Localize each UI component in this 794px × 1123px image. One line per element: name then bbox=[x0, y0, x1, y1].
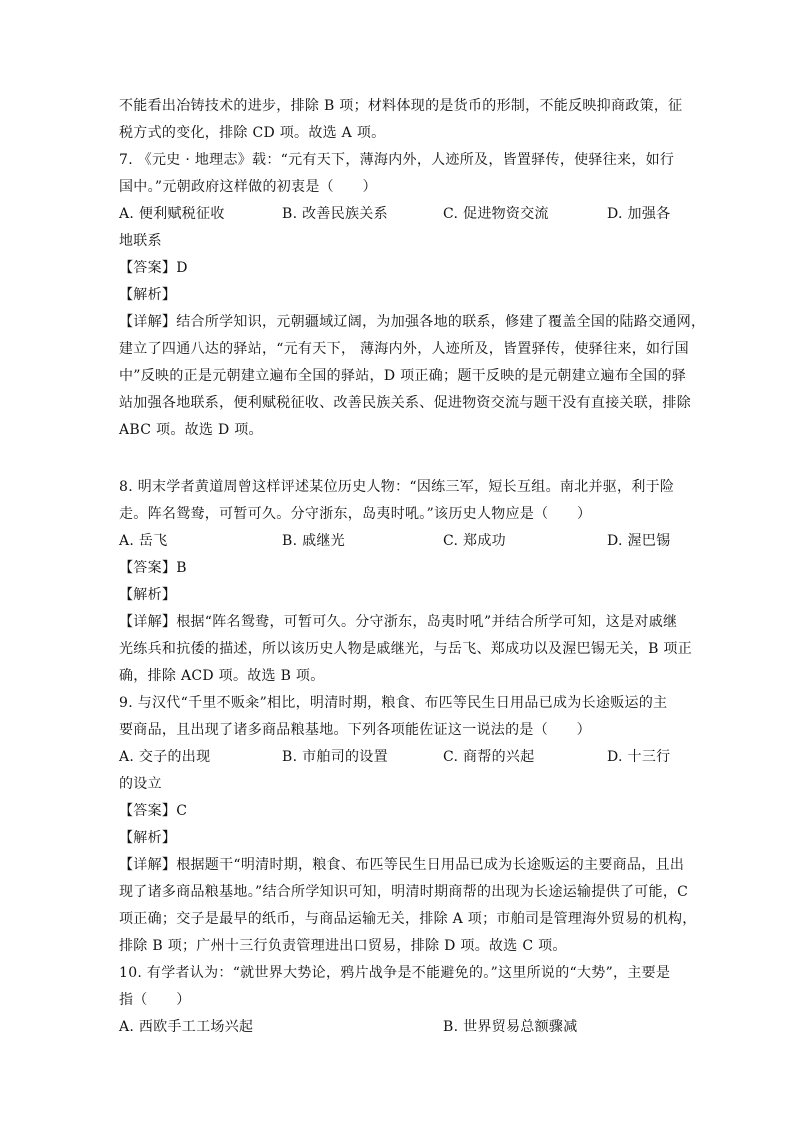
q9-stem-line: 9. 与汉代“千里不贩籴”相比，明清时期，粮食、布匹等民生日用品已成为长途贩运的主 bbox=[119, 695, 668, 711]
q8-detail-line: 确，排除 ACD 项。故选 B 项。 bbox=[119, 668, 325, 684]
q7-option-d: D. 加强各 bbox=[607, 206, 671, 222]
q10-stem-line: 指（ ） bbox=[119, 992, 191, 1008]
q7-detail-line: 建立了四通八达的驿站，“元有天下， 薄海内外，人迹所及，皆置驿传，使驿往来，如行国 bbox=[119, 341, 689, 357]
q7-option-d-continued: 地联系 bbox=[119, 233, 162, 249]
q9-analysis-heading: 【解析】 bbox=[119, 830, 177, 846]
q8-option-c: C. 郑成功 bbox=[443, 533, 506, 549]
q8-stem-line: 走。阵名鸳鸯，可暂可久。分守浙东，岛夷时吼。”该历史人物应是（ ） bbox=[119, 506, 592, 522]
q10-stem-line: 10. 有学者认为：“就世界大势论，鸦片战争是不能避免的。”这里所说的“大势”，主要是 bbox=[119, 965, 671, 981]
q8-options bbox=[119, 528, 679, 555]
q7-detail-line: 【详解】结合所学知识，元朝疆域辽阔，为加强各地的联系，修建了覆盖全国的陆路交通网， bbox=[119, 314, 706, 330]
q9-detail-line: 【详解】根据题干“明清时期，粮食、布匹等民生日用品已成为长途贩运的主要商品，且出 bbox=[119, 857, 685, 873]
q8-answer: 【答案】B bbox=[119, 560, 187, 576]
q8-spacer bbox=[119, 501, 679, 528]
q9-stem-line: 要商品，且出现了诸多商品粮基地。下列各项能佐证这一说法的是（ ） bbox=[119, 722, 591, 738]
q6-analysis-line: 不能看出冶铸技术的进步，排除 B 项；材料体现的是货币的形制，不能反映抑商政策，征 bbox=[119, 98, 683, 114]
q8-detail-line: 【详解】根据“阵名鸳鸯，可暂可久。分守浙东，岛夷时吼”并结合所学可知，这是对戚继 bbox=[119, 614, 678, 630]
q9-option-a: A. 交子的出现 bbox=[119, 749, 211, 765]
q7-detail-line: ABC 项。故选 D 项。 bbox=[119, 422, 263, 438]
q9-options bbox=[119, 744, 679, 771]
q7-answer: 【答案】D bbox=[119, 260, 188, 276]
q10-option-b: B. 世界贸易总额骤减 bbox=[443, 1019, 578, 1035]
q8-option-d: D. 渥巴锡 bbox=[607, 533, 671, 549]
q7-stem-line: 7. 《元史 · 地理志》载：“元有天下，薄海内外，人迹所及，皆置驿传，使驿往来，如行 bbox=[119, 152, 675, 168]
q9-option-d: D. 十三行 bbox=[607, 749, 671, 765]
q9-option-c: C. 商帮的兴起 bbox=[443, 749, 535, 765]
q7-option-a: A. 便利赋税征收 bbox=[119, 206, 225, 222]
q9-option-b: B. 市舶司的设置 bbox=[282, 749, 388, 765]
q8-detail-line: 光练兵和抗倭的描述，所以该历史人物是戚继光，与岳飞、郑成功以及渥巴锡无关，B 项正 bbox=[119, 641, 693, 657]
q7-analysis-heading: 【解析】 bbox=[119, 287, 177, 303]
q9-answer: 【答案】C bbox=[119, 803, 188, 819]
q8-analysis-heading: 【解析】 bbox=[119, 587, 177, 603]
q6-analysis-line: 税方式的变化，排除 CD 项。故选 A 项。 bbox=[119, 125, 386, 141]
q7-stem-line: 国中。”元朝政府这样做的初衷是（ ） bbox=[119, 179, 377, 195]
q8-option-a: A. 岳飞 bbox=[119, 533, 168, 549]
q8-option-b: B. 戚继光 bbox=[282, 533, 345, 549]
q9-option-d-continued: 的设立 bbox=[119, 776, 162, 792]
q7-options bbox=[119, 201, 679, 228]
q8-stem-line: 8. 明末学者黄道周曾这样评述某位历史人物：“因练三军，短长互组。南北并驱，利于险 bbox=[119, 479, 675, 495]
q9-detail-line: 现了诸多商品粮基地。”结合所学知识可知，明清时期商帮的出现为长途运输提供了可能，C bbox=[119, 884, 689, 900]
q9-detail-line: 项正确；交子是最早的纸币，与商品运输无关，排除 A 项；市舶司是管理海外贸易的机构， bbox=[119, 911, 697, 927]
q9-detail-line: 排除 B 项；广州十三行负责管理进出口贸易，排除 D 项。故选 C 项。 bbox=[119, 938, 567, 954]
q7-option-c: C. 促进物资交流 bbox=[443, 206, 549, 222]
q10-option-a: A. 西欧手工工场兴起 bbox=[119, 1019, 254, 1035]
q7-detail-line: 中”反映的正是元朝建立遍布全国的驿站，D 项正确；题干反映的是元朝建立遍布全国的驿 bbox=[119, 368, 687, 384]
q7-detail-line: 站加强各地联系，便利赋税征收、改善民族关系、促进物资交流与题干没有直接关联，排除 bbox=[119, 395, 691, 411]
q10-options bbox=[119, 1014, 679, 1041]
q7-option-b: B. 改善民族关系 bbox=[282, 206, 388, 222]
